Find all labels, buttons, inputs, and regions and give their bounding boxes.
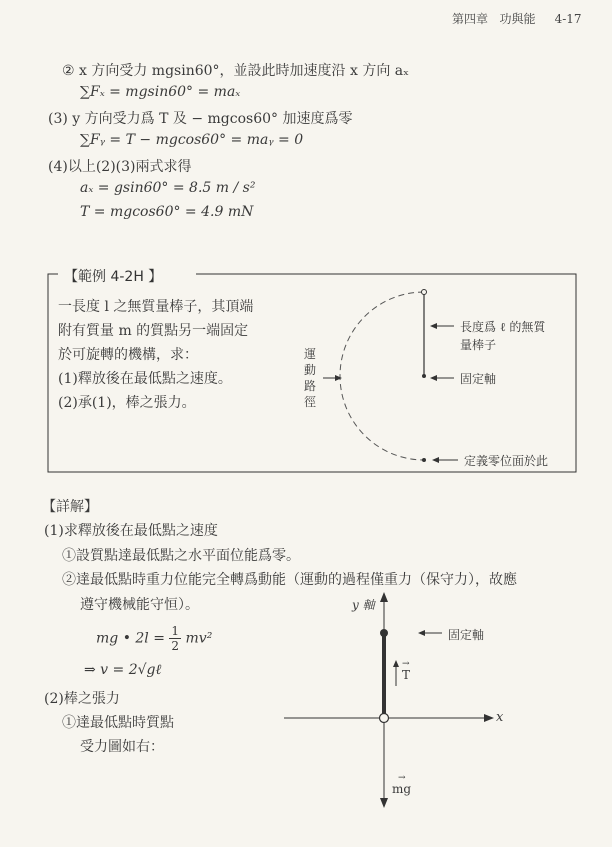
derivation-line-7: T = mgcos60° = 4.9 mN <box>80 204 254 220</box>
path-label-char: 動 <box>304 363 317 377</box>
example-problem-line: (2)承(1)，棒之張力。 <box>58 395 196 411</box>
zero-level-label: 定義零位面於此 <box>464 454 549 468</box>
example-problem-line: 一長度 l 之無質量棒子，其頂端 <box>58 299 254 315</box>
example-problem-line: 附有質量 m 的質點另一端固定 <box>58 323 249 339</box>
derivation-line-3: (3) y 方向受力爲 T 及 − mgcos60° 加速度爲零 <box>48 111 353 127</box>
derivation-line-1: ② x 方向受力 mgsin60°，並設此時加速度沿 x 方向 aₓ <box>62 63 410 79</box>
tension-vector-arrow: → <box>402 659 410 669</box>
weight-vector-arrow: → <box>398 773 406 783</box>
derivation-line-4: ∑Fᵧ = T − mgcos60° = maᵧ = 0 <box>80 132 304 148</box>
tension-label <box>402 659 411 682</box>
tension-symbol: T <box>402 668 411 682</box>
chapter-title: 功與能 <box>499 12 536 26</box>
eq-fraction-den: 2 <box>171 639 180 653</box>
solution-heading: 【詳解】 <box>42 499 98 515</box>
derivation-line-6: aₓ = gsin60° = 8.5 m / s² <box>80 180 256 196</box>
rod-label-line: 量棒子 <box>460 338 497 352</box>
fbd-axis-label: 固定軸 <box>448 628 485 642</box>
solution-line: 遵守機械能守恒）。 <box>80 597 199 613</box>
weight-label <box>392 773 412 796</box>
x-axis-arrowhead <box>484 714 494 722</box>
fbd-y-axis-label: y 軸 <box>352 598 375 612</box>
velocity-result: ⇒ v = 2√gℓ <box>84 662 162 678</box>
axis-label: 固定軸 <box>460 372 497 386</box>
solution-line: ②達最低點時重力位能完全轉爲動能（運動的過程僅重力（保守力），故應 <box>62 572 517 588</box>
chapter-label: 第四章 <box>452 12 489 26</box>
path-label-char: 路 <box>304 379 317 393</box>
path-label-char: 運 <box>304 347 317 361</box>
fbd-mass <box>380 714 389 723</box>
solution-part2: (2)棒之張力 <box>44 691 120 707</box>
rod-label-line: 長度爲 ℓ 的無質 <box>460 320 546 334</box>
derivation-line-2: ∑Fₓ = mgsin60° = maₓ <box>80 84 241 100</box>
solution-line: (1)求釋放後在最低點之速度 <box>44 523 218 539</box>
eq-fraction-num: 1 <box>171 624 180 638</box>
weight-symbol: mg <box>392 782 412 796</box>
derivation-line-5: (4)以上(2)(3)兩式求得 <box>48 159 192 175</box>
solution-line: ①設質點達最低點之水平面位能爲零。 <box>62 548 300 564</box>
example-problem-line: 於可旋轉的機構，求： <box>58 347 198 363</box>
fbd-pivot <box>380 629 388 637</box>
example-title: 【範例 4-2H 】 <box>60 266 166 286</box>
y-axis-arrowhead <box>380 592 388 602</box>
weight-arrowhead <box>380 798 388 808</box>
eq-right: mv² <box>185 630 213 647</box>
solution-part2-line: ①達最低點時質點 <box>62 715 174 731</box>
path-label-char: 徑 <box>304 395 317 409</box>
eq-left: mg • 2l = <box>96 630 165 647</box>
page-number: 4-17 <box>554 12 582 26</box>
solution-part2-line: 受力圖如右： <box>80 739 164 755</box>
example-problem-line: (1)釋放後在最低點之速度。 <box>58 371 232 387</box>
fbd-x-axis-label: x <box>496 710 504 725</box>
